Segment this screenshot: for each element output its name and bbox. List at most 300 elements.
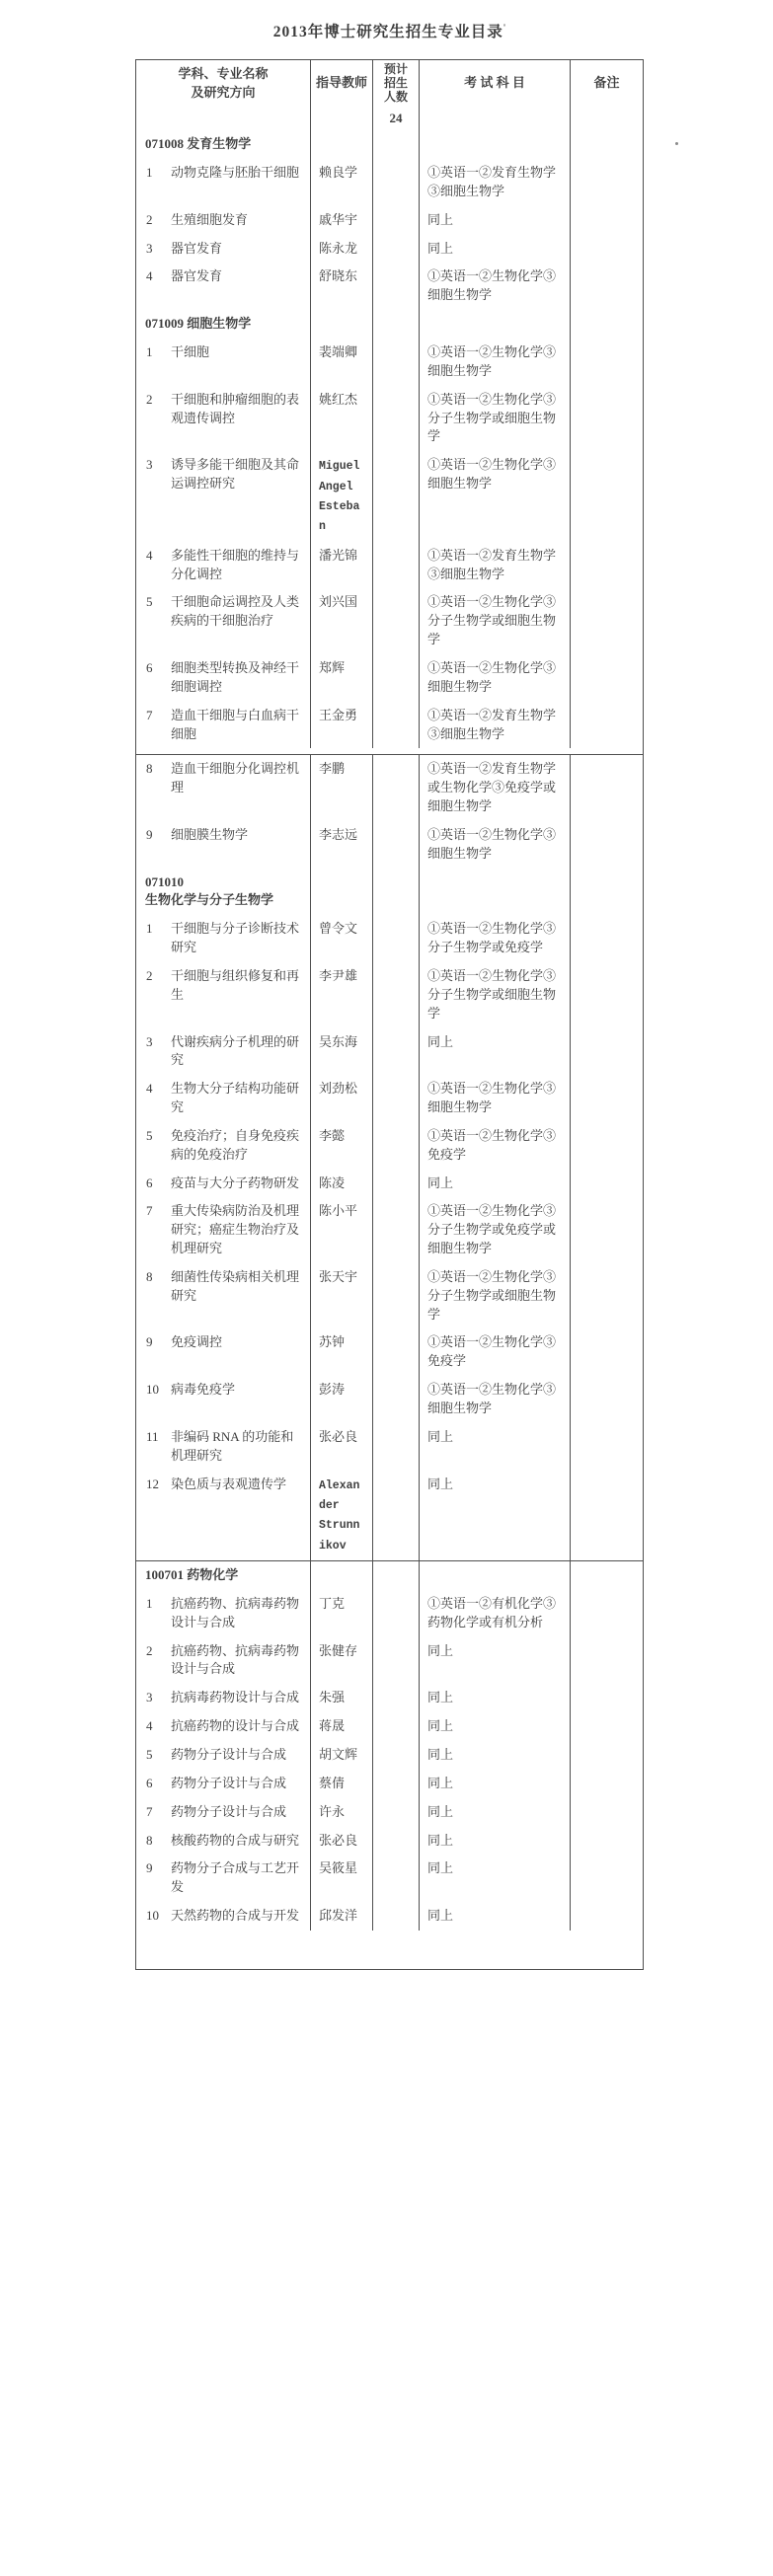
direction-text: 抗病毒药物设计与合成 [171, 1690, 300, 1705]
direction-number: 10 [146, 1908, 159, 1924]
direction-text: 多能性干细胞的维持与分化调控 [171, 547, 300, 581]
advisor-name: 李志远 [319, 826, 358, 842]
direction-number: 3 [146, 1690, 153, 1705]
advisor-cell [310, 451, 372, 542]
direction-text: 非编码 RNA 的功能和机理研究 [171, 1428, 294, 1463]
remarks-cell [570, 263, 643, 310]
direction-number: 2 [146, 211, 153, 227]
exam-cell [419, 755, 570, 821]
direction-row [136, 1741, 643, 1770]
enrollment-cell [372, 915, 419, 962]
direction-text: 诱导多能干细胞及其命运调控研究 [171, 457, 300, 492]
remarks-cell [570, 1637, 643, 1685]
advisor-name: Alexander Strunnikov [319, 1478, 360, 1553]
direction-row [136, 1798, 643, 1827]
direction-text: 干细胞与组织修复和再生 [171, 967, 300, 1002]
section-name: 药物化学 [187, 1567, 239, 1583]
table-band [136, 754, 643, 1560]
direction-number: 9 [146, 1334, 153, 1350]
advisor-name: 许永 [319, 1803, 346, 1819]
scan-artifact-dot [675, 142, 678, 145]
enrollment-cell [372, 1122, 419, 1170]
exam-cell [419, 1855, 570, 1902]
direction-number: 7 [146, 707, 153, 722]
enrollment-cell [372, 263, 419, 310]
exam-cell [419, 451, 570, 542]
remarks-cell [570, 588, 643, 654]
direction-row [136, 1197, 643, 1263]
direction-text: 重大传染病防治及机理研究；癌症生物治疗及机理研究 [171, 1203, 300, 1256]
subject-cell [136, 821, 310, 869]
subject-cell [136, 386, 310, 452]
advisor-cell [310, 1770, 372, 1798]
direction-number: 11 [146, 1428, 159, 1444]
header-exam-label: 考 试 科 目 [464, 75, 525, 91]
subject-cell [136, 1075, 310, 1122]
enrollment-cell [372, 1561, 419, 1590]
remarks-cell [570, 1798, 643, 1827]
advisor-cell [310, 1712, 372, 1741]
advisor-name: 陈永龙 [319, 240, 358, 256]
remarks-cell [570, 310, 643, 339]
direction-text: 干细胞与分子诊断技术研究 [171, 921, 300, 955]
exam-subjects: ①英语一②生物化学③免疫学 [427, 1334, 557, 1369]
direction-row [136, 386, 643, 452]
exam-cell [419, 1902, 570, 1931]
advisor-cell [310, 1328, 372, 1376]
subject-cell [136, 130, 310, 159]
table-header-row [136, 60, 643, 107]
subject-cell [136, 1197, 310, 1263]
direction-text: 药物分子合成与工艺开发 [171, 1860, 300, 1895]
exam-cell [419, 1827, 570, 1856]
exam-cell [419, 588, 570, 654]
enrollment-cell [372, 1376, 419, 1423]
direction-number: 3 [146, 457, 153, 473]
subject-cell [136, 1028, 310, 1076]
enrollment-cell [372, 1028, 419, 1076]
direction-text: 干细胞命运调控及人类疾病的干细胞治疗 [171, 594, 300, 629]
header-remarks-cell [570, 60, 643, 107]
remarks-cell [570, 869, 643, 916]
direction-text: 细胞类型转换及神经干细胞调控 [171, 659, 300, 694]
direction-row [136, 206, 643, 235]
direction-text: 免疫治疗；自身免疫疾病的免疫治疗 [171, 1127, 300, 1162]
enrollment-cell [372, 654, 419, 702]
subject-cell [136, 869, 310, 916]
advisor-cell [310, 542, 372, 589]
subject-cell [136, 1684, 310, 1712]
remarks-cell [570, 962, 643, 1028]
remarks-cell [570, 915, 643, 962]
exam-subjects: ①英语一②生物化学③分子生物学或细胞生物学 [427, 594, 557, 647]
direction-row [136, 1712, 643, 1741]
subject-cell [136, 1741, 310, 1770]
enrollment-cell [372, 451, 419, 542]
subject-cell [136, 654, 310, 702]
enrollment-cell [372, 1263, 419, 1329]
exam-cell [419, 1028, 570, 1076]
document-title-text: 2013年博士研究生招生专业目录 [272, 24, 503, 40]
exam-cell [419, 310, 570, 339]
direction-text: 细胞膜生物学 [171, 826, 249, 842]
advisor-cell [310, 263, 372, 310]
direction-number: 5 [146, 594, 153, 610]
direction-text: 细菌性传染病相关机理研究 [171, 1268, 300, 1303]
subject-cell [136, 1637, 310, 1685]
subject-cell [136, 1122, 310, 1170]
direction-text: 器官发育 [171, 240, 223, 256]
enrollment-cell [372, 235, 419, 264]
direction-number: 10 [146, 1382, 159, 1398]
advisor-cell [310, 386, 372, 452]
direction-text: 生物大分子结构功能研究 [171, 1081, 300, 1115]
subject-cell [136, 1561, 310, 1590]
subject-cell [136, 1423, 310, 1471]
advisor-name: 李鹏 [319, 761, 346, 777]
enrollment-cell [372, 1590, 419, 1637]
direction-row [136, 339, 643, 386]
enrollment-cell [372, 1798, 419, 1827]
advisor-cell [310, 1423, 372, 1471]
advisor-cell [310, 755, 372, 821]
exam-cell [419, 1197, 570, 1263]
advisor-name: 彭涛 [319, 1382, 346, 1398]
direction-number: 1 [146, 1595, 153, 1611]
enrollment-cell [372, 1741, 419, 1770]
remarks-cell [570, 235, 643, 264]
exam-subjects: ①英语一②生物化学③分子生物学或免疫学或细胞生物学 [427, 1203, 557, 1256]
direction-text: 抗癌药物、抗病毒药物设计与合成 [171, 1595, 300, 1629]
exam-subjects: 同上 [427, 1174, 454, 1190]
advisor-name: 苏钟 [319, 1334, 346, 1350]
direction-text: 药物分子设计与合成 [171, 1775, 287, 1790]
advisor-cell [310, 1471, 372, 1561]
exam-subjects: ①英语一②生物化学③细胞生物学 [427, 457, 557, 492]
direction-number: 4 [146, 268, 153, 284]
advisor-name: 陈凌 [319, 1174, 346, 1190]
subject-cell [136, 310, 310, 339]
section-name: 细胞生物学 [187, 316, 252, 332]
advisor-name: 王金勇 [319, 707, 358, 722]
advisor-name: 曾令文 [319, 921, 358, 937]
enrollment-cell [372, 755, 419, 821]
advisor-cell [310, 1637, 372, 1685]
direction-number: 1 [146, 165, 153, 181]
exam-subjects: 同上 [427, 1747, 454, 1763]
exam-cell [419, 1561, 570, 1590]
subject-cell [136, 915, 310, 962]
advisor-cell [310, 1902, 372, 1931]
section-header-row [136, 1561, 643, 1590]
subject-cell [136, 1471, 310, 1561]
subject-cell [136, 1770, 310, 1798]
advisor-cell [310, 1741, 372, 1770]
advisor-name: 张必良 [319, 1428, 358, 1444]
enrollment-cell [372, 1170, 419, 1198]
direction-number: 6 [146, 659, 153, 675]
advisor-name: 丁克 [319, 1595, 346, 1611]
advisor-cell [310, 915, 372, 962]
enrollment-cell [372, 1197, 419, 1263]
exam-subjects: ①英语一②生物化学③细胞生物学 [427, 826, 557, 861]
remarks-cell [570, 1827, 643, 1856]
exam-subjects: ①英语一②生物化学③免疫学 [427, 1127, 557, 1162]
exam-subjects: 同上 [427, 1476, 454, 1491]
direction-text: 动物克隆与胚胎干细胞 [171, 165, 300, 181]
exam-subjects: 同上 [427, 1690, 454, 1705]
enrollment-cell [372, 130, 419, 159]
remarks-cell [570, 451, 643, 542]
subject-cell [136, 1263, 310, 1329]
enrollment-cell [372, 339, 419, 386]
section-code: 071009 [145, 316, 184, 332]
advisor-cell [310, 1028, 372, 1076]
enrollment-cell [372, 1637, 419, 1685]
direction-number: 3 [146, 240, 153, 256]
subject-cell [136, 1170, 310, 1198]
remarks-cell [570, 130, 643, 159]
exam-cell [419, 339, 570, 386]
direction-row [136, 451, 643, 542]
exam-cell [419, 1263, 570, 1329]
direction-number: 12 [146, 1476, 159, 1491]
direction-number: 4 [146, 1081, 153, 1097]
advisor-cell [310, 654, 372, 702]
advisor-name: 裴端卿 [319, 343, 358, 359]
advisor-name: 吴筱星 [319, 1860, 358, 1876]
direction-number: 8 [146, 761, 153, 777]
exam-subjects: ①英语一②发育生物学或生物化学③免疫学或细胞生物学 [427, 761, 557, 814]
header-exam-cell [419, 60, 570, 107]
direction-number: 8 [146, 1832, 153, 1848]
remarks-cell [570, 1741, 643, 1770]
advisor-cell [310, 130, 372, 159]
exam-subjects: 同上 [427, 240, 454, 256]
advisor-name: 蔡倩 [319, 1775, 346, 1790]
remarks-cell [570, 1855, 643, 1902]
advisor-cell [310, 107, 372, 130]
remarks-cell [570, 1590, 643, 1637]
advisor-cell [310, 235, 372, 264]
exam-cell [419, 1376, 570, 1423]
advisor-cell [310, 702, 372, 749]
subject-cell [136, 206, 310, 235]
exam-cell [419, 1798, 570, 1827]
remarks-cell [570, 1561, 643, 1590]
enrollment-cell [372, 386, 419, 452]
direction-text: 代谢疾病分子机理的研究 [171, 1033, 300, 1068]
direction-number: 8 [146, 1268, 153, 1284]
enrollment-cell [372, 962, 419, 1028]
advisor-name: 赖良学 [319, 165, 358, 181]
direction-text: 药物分子设计与合成 [171, 1803, 287, 1819]
subject-cell [136, 451, 310, 542]
header-subject-cell [136, 60, 310, 107]
section-header-row [136, 130, 643, 159]
direction-text: 药物分子设计与合成 [171, 1747, 287, 1763]
remarks-cell [570, 386, 643, 452]
exam-subjects: ①英语一②生物化学③分子生物学或细胞生物学 [427, 391, 557, 444]
exam-cell [419, 1637, 570, 1685]
remarks-cell [570, 542, 643, 589]
advisor-cell [310, 159, 372, 206]
remarks-cell [570, 654, 643, 702]
enrollment-cell [372, 1684, 419, 1712]
direction-row [136, 1170, 643, 1198]
exam-subjects: ①英语一②生物化学③细胞生物学 [427, 268, 557, 303]
advisor-name: 张健存 [319, 1642, 358, 1658]
direction-number: 1 [146, 921, 153, 937]
enrollment-cell [372, 1712, 419, 1741]
remarks-cell [570, 1075, 643, 1122]
advisor-cell [310, 962, 372, 1028]
header-enrollment-cell [372, 60, 419, 107]
direction-row [136, 1684, 643, 1712]
remarks-cell [570, 1197, 643, 1263]
advisor-name: 刘劲松 [319, 1081, 358, 1097]
remarks-cell [570, 1263, 643, 1329]
exam-subjects: ①英语一②生物化学③细胞生物学 [427, 343, 557, 378]
header-enroll-line1: 预计 [383, 62, 408, 76]
enrollment-cell [372, 588, 419, 654]
advisor-cell [310, 1684, 372, 1712]
remarks-cell [570, 1770, 643, 1798]
enrollment-cell [372, 1827, 419, 1856]
header-remarks-label: 备注 [593, 75, 620, 91]
exam-subjects: ①英语一②生物化学③分子生物学或免疫学 [427, 921, 557, 955]
direction-row [136, 1376, 643, 1423]
advisor-name: 郑辉 [319, 659, 346, 675]
direction-text: 抗癌药物的设计与合成 [171, 1718, 300, 1734]
direction-text: 抗癌药物、抗病毒药物设计与合成 [171, 1642, 300, 1677]
remarks-cell [570, 821, 643, 869]
advisor-name: 张必良 [319, 1832, 358, 1848]
exam-cell [419, 263, 570, 310]
subject-cell [136, 702, 310, 749]
enrollment-cell [372, 1075, 419, 1122]
enrollment-count: 24 [389, 111, 403, 126]
exam-cell [419, 654, 570, 702]
advisor-cell [310, 588, 372, 654]
direction-text: 疫苗与大分子药物研发 [171, 1174, 300, 1190]
section-code: 071010 [145, 873, 184, 889]
admissions-catalog-table [135, 59, 644, 1970]
exam-cell [419, 107, 570, 130]
exam-subjects: 同上 [427, 1908, 454, 1924]
direction-number: 9 [146, 826, 153, 842]
advisor-name: 蒋晟 [319, 1718, 346, 1734]
advisor-name: 邱发洋 [319, 1908, 358, 1924]
subject-cell [136, 1590, 310, 1637]
direction-number: 2 [146, 967, 153, 983]
direction-row [136, 588, 643, 654]
remarks-cell [570, 1684, 643, 1712]
direction-number: 7 [146, 1803, 153, 1819]
advisor-cell [310, 1798, 372, 1827]
exam-cell [419, 1770, 570, 1798]
remarks-cell [570, 1423, 643, 1471]
exam-subjects: ①英语一②生物化学③细胞生物学 [427, 1382, 557, 1416]
advisor-name: 戚华宇 [319, 211, 358, 227]
subject-cell [136, 235, 310, 264]
exam-subjects: ①英语一②生物化学③细胞生物学 [427, 1081, 557, 1115]
direction-row [136, 542, 643, 589]
subject-cell [136, 1712, 310, 1741]
direction-row [136, 702, 643, 749]
exam-subjects: ①英语一②生物化学③细胞生物学 [427, 659, 557, 694]
enrollment-cell [372, 821, 419, 869]
subject-cell [136, 1798, 310, 1827]
exam-cell [419, 702, 570, 749]
exam-cell [419, 386, 570, 452]
remarks-cell [570, 1170, 643, 1198]
table-band [136, 1560, 643, 1969]
advisor-name: 朱强 [319, 1690, 346, 1705]
remarks-cell [570, 1328, 643, 1376]
advisor-cell [310, 1122, 372, 1170]
enrollment-cell [372, 542, 419, 589]
enrollment-cell [372, 869, 419, 916]
direction-row [136, 1590, 643, 1637]
advisor-name: 李尹雄 [319, 967, 358, 983]
remarks-cell [570, 206, 643, 235]
section-header-row [136, 310, 643, 339]
direction-number: 5 [146, 1127, 153, 1143]
enrollment-cell [372, 1902, 419, 1931]
advisor-name: 张天宇 [319, 1268, 358, 1284]
section-name: 生物化学与分子生物学 [145, 892, 274, 908]
header-advisor-label: 指导教师 [315, 75, 367, 91]
subject-cell [136, 755, 310, 821]
exam-cell [419, 1122, 570, 1170]
advisor-name: 陈小平 [319, 1203, 358, 1219]
direction-row [136, 821, 643, 869]
direction-row [136, 1122, 643, 1170]
exam-cell [419, 542, 570, 589]
subject-cell [136, 1827, 310, 1856]
advisor-name: 舒晓东 [319, 268, 358, 284]
section-header-row [136, 869, 643, 916]
direction-row [136, 159, 643, 206]
exam-subjects: ①英语一②生物化学③分子生物学或细胞生物学 [427, 1268, 557, 1322]
direction-row [136, 1770, 643, 1798]
enrollment-cell [372, 107, 419, 130]
advisor-cell [310, 206, 372, 235]
remarks-cell [570, 107, 643, 130]
direction-text: 造血干细胞与白血病干细胞 [171, 707, 300, 741]
advisor-cell [310, 1827, 372, 1856]
direction-number: 6 [146, 1775, 153, 1790]
advisor-cell [310, 339, 372, 386]
table-header-band [136, 60, 643, 107]
exam-cell [419, 915, 570, 962]
direction-number: 4 [146, 547, 153, 563]
exam-cell [419, 1712, 570, 1741]
direction-row [136, 1075, 643, 1122]
enrollment-cell [372, 1471, 419, 1561]
enrollment-cell [372, 1423, 419, 1471]
advisor-cell [310, 1197, 372, 1263]
direction-text: 免疫调控 [171, 1334, 223, 1350]
advisor-cell [310, 1590, 372, 1637]
advisor-name: 李懿 [319, 1127, 346, 1143]
subject-cell [136, 1855, 310, 1902]
exam-subjects: 同上 [427, 211, 454, 227]
enrollment-cell [372, 310, 419, 339]
enrollment-cell [372, 702, 419, 749]
exam-cell [419, 1075, 570, 1122]
